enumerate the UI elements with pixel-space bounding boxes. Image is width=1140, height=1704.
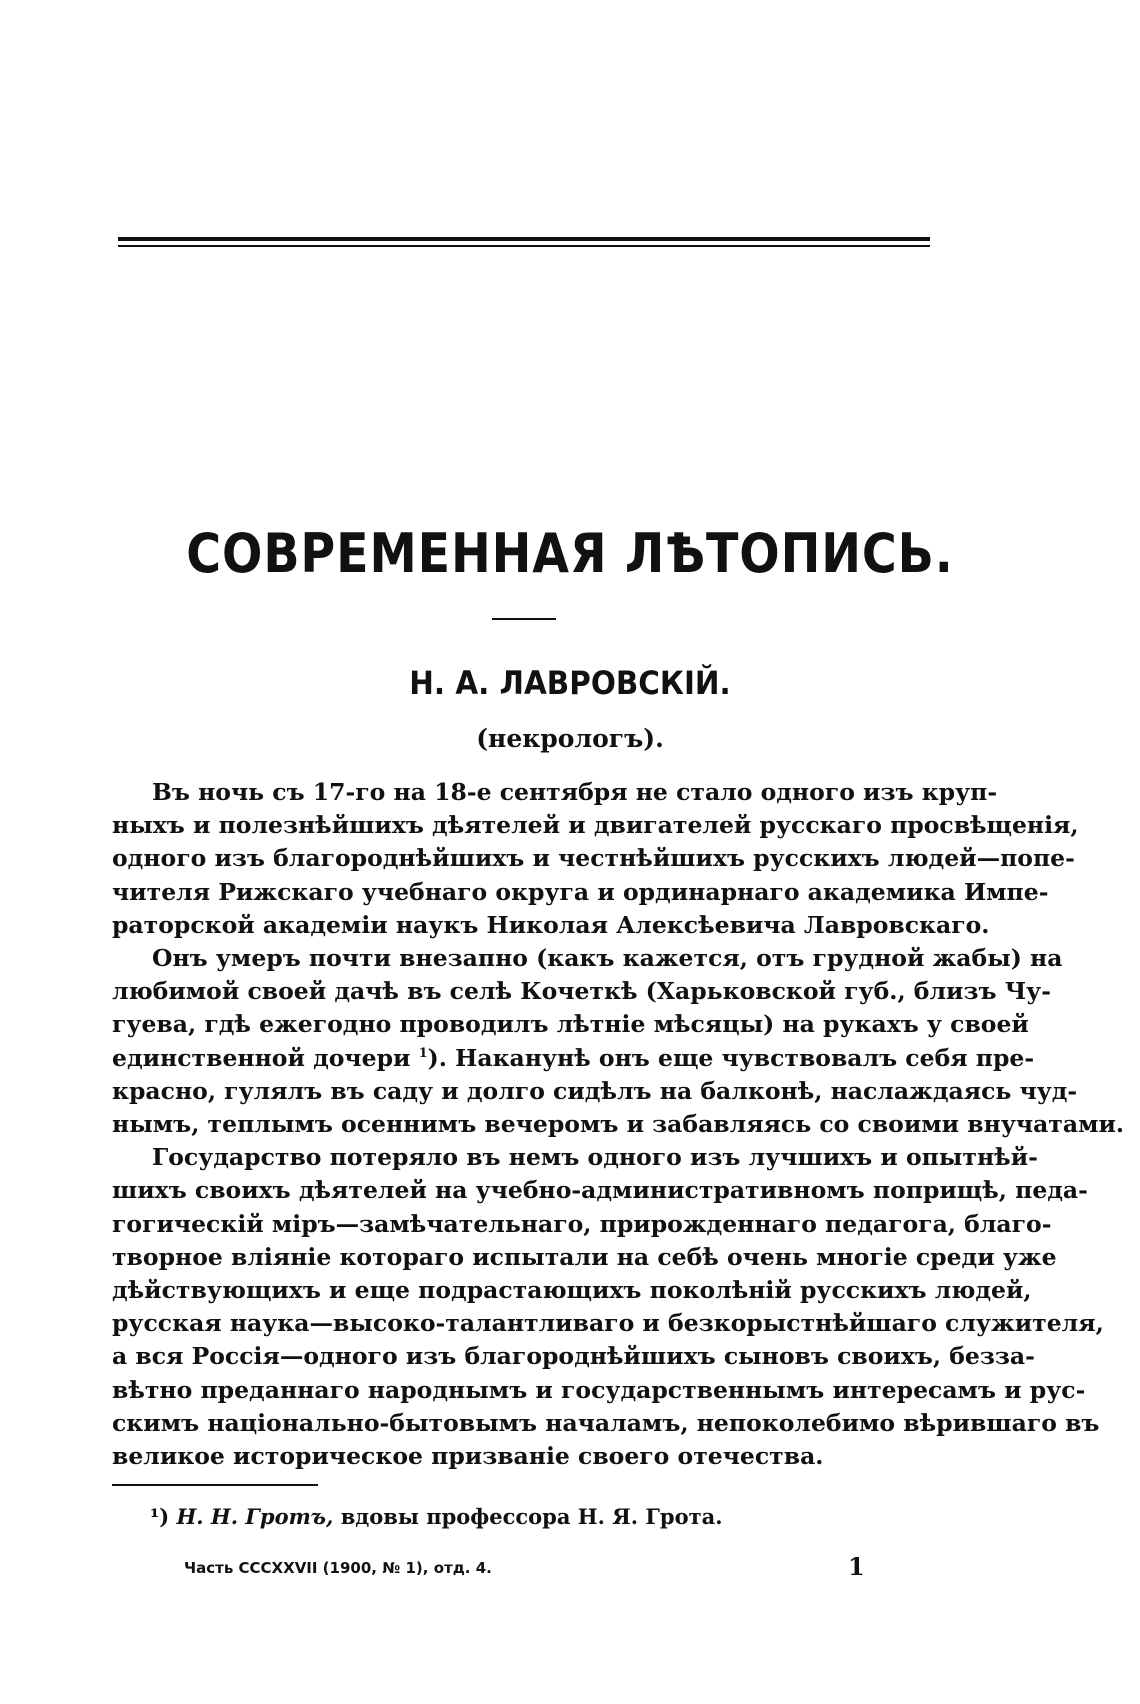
- section-title: СОВРЕМЕННАЯ ЛѢТОПИСЬ.: [186, 522, 954, 585]
- article-subject: Н. А. ЛАВРОВСКІЙ.: [409, 664, 731, 702]
- page-number: 1: [848, 1552, 865, 1581]
- body-line: шихъ своихъ дѣятелей на учебно-административномъ поприщѣ, педа-: [112, 1176, 1088, 1205]
- body-line: чителя Рижскаго учебнаго округа и ординарнаго академика Импе-: [112, 877, 1049, 906]
- article-body: [112, 776, 1125, 1473]
- body-line: одного изъ благороднѣйшихъ и честнѣйшихъ русскихъ людей—попе-: [112, 844, 1075, 873]
- body-line: вѣтно преданнаго народнымъ и государственнымъ интересамъ и рус-: [112, 1375, 1086, 1404]
- body-line: красно, гулялъ въ саду и долго сидѣлъ на балконѣ, наслаждаясь чуд-: [112, 1076, 1078, 1105]
- title-divider: [492, 618, 556, 620]
- body-line: скимъ національно-бытовымъ началамъ, непоколебимо вѣрившаго въ: [112, 1408, 1100, 1437]
- body-line: творное вліяніе котораго испытали на себѣ очень многіе среди уже: [112, 1242, 1057, 1271]
- body-text-fragment: ). Наканунѣ онъ еще чувствовалъ себя пре-: [427, 1043, 1035, 1072]
- body-line: любимой своей дачѣ въ селѣ Кочеткѣ (Харьковской губ., близъ Чу-: [112, 977, 1051, 1006]
- body-line: дѣйствующихъ и еще подрастающихъ поколѣній русскихъ людей,: [112, 1276, 1032, 1305]
- footnote-text: вдовы профессора Н. Я. Грота.: [340, 1504, 723, 1529]
- body-line: Онъ умеръ почти внезапно (какъ кажется, отъ грудной жабы) на: [152, 944, 1063, 973]
- footnote-separator: [112, 1484, 318, 1486]
- journal-signature: Часть CCCXXVII (1900, № 1), отд. 4.: [184, 1559, 492, 1577]
- footnote-marker: ¹): [150, 1504, 170, 1529]
- body-line: Государство потеряло въ немъ одного изъ лучшихъ и опытнѣй-: [152, 1143, 1038, 1172]
- footnote-name: Н. Н. Гротъ,: [176, 1504, 334, 1529]
- body-line: гогическій міръ—замѣчательнаго, прирожденнаго педагога, благо-: [112, 1209, 1052, 1238]
- body-line: Въ ночь съ 17-го на 18-е сентября не стало одного изъ круп-: [152, 778, 998, 806]
- body-text-fragment: единственной дочери: [112, 1043, 411, 1072]
- header-rule-thick: [118, 237, 930, 241]
- footnote-reference: 1: [418, 1045, 428, 1061]
- body-line: гуева, гдѣ ежегодно проводилъ лѣтніе мѣсяцы) на рукахъ у своей: [112, 1010, 1029, 1039]
- footnote: [150, 1504, 723, 1529]
- body-line: раторской академіи наукъ Николая Алексѣевича Лавровскаго.: [112, 910, 990, 939]
- header-rule-thin: [118, 245, 930, 247]
- body-line: а вся Россія—одного изъ благороднѣйшихъ сыновъ своихъ, безза-: [112, 1342, 1035, 1371]
- body-line: великое историческое призваніе своего отечества.: [112, 1442, 824, 1471]
- body-line: нымъ, теплымъ осеннимъ вечеромъ и забавляясь со своими внучатами.: [112, 1110, 1125, 1139]
- body-line: ныхъ и полезнѣйшихъ дѣятелей и двигателей русскаго просвѣщенія,: [112, 811, 1079, 840]
- article-genre: (некрологъ).: [476, 724, 664, 753]
- body-line-with-footnote: [112, 1042, 1035, 1075]
- body-line: русская наука—высоко-талантливаго и безкорыстнѣйшаго служителя,: [112, 1309, 1104, 1338]
